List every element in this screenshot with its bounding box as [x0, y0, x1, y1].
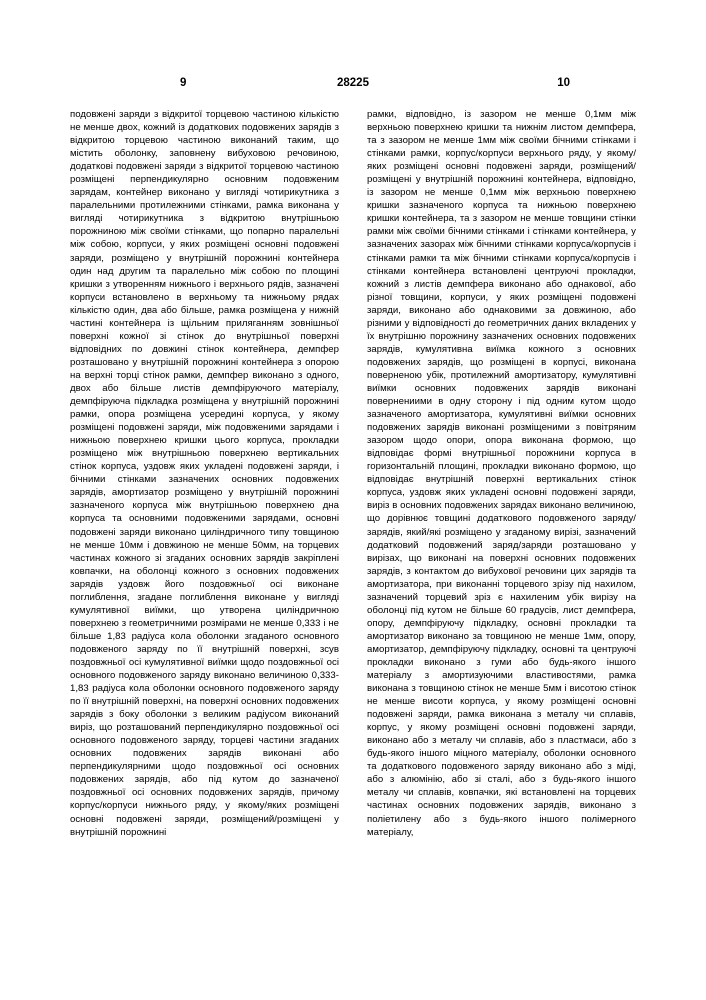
- left-column-text: подовжені заряди з відкритої торцевою частиною кількістю не менше двох, кожний із додаткових подовжених зарядів з відкритою торцевою частиною виконаний таким, що містить оболонку, заповнену вибуховою речовиною, додаткові подовжені заряди з відкритої торцевою частиною розміщені перпендикулярно основним подовженим зарядам, контейнер виконано у вигляді чотирикутника з паралельними протилежними стінками, рамка виконана у вигляді чотирикутника з відкритою внутрішньою порожниною між своїми стінками, що попарно паралельні між собою, корпуси, у яких розміщені основні подовжені заряди, розміщено у внутрішній порожнині контейнера один над другим та паралельно між собою по площині кришки з утворенням нижнього і верхнього рядів, зазначені корпуси встановлено в верхньому та нижньому рядах кількістю один, два або більше, рамка розміщена у нижній частині контейнера із щільним приляганням зовнішньої поверхні кожної зі стінок до внутрішньої поверхні відповідних по довжині стінок контейнера, демпфер розташовано у внутрішній порожнині контейнера з опорою на верхні торці стінок рамки, демпфер виконано з одного, двох або більше листів демпфіруючого матеріалу, демпфіруюча підкладка розміщена у внутрішній порожнині рамки, опора розміщена усередині корпуса, у якому розміщені подовжені заряди, між подовженими зарядами і нижньою поверхнею кришки цього корпуса, прокладки розміщено між внутрішньою поверхнею вертикальних стінок корпуса, уздовж яких укладені подовжені заряди, і бічними стінками зазначених основних подовжених зарядів, амортизатор розміщено у внутрішній порожнині зазначеного корпуса між внутрішньою поверхнею дна корпуса та основними подовженими зарядами, основні подовжені заряди виконано циліндричного типу товщиною не менше 10мм і довжиною не менше 50мм, на торцевих частинах кожного зі згаданих основних зарядів закріплені ковпачки, на оболонці кожного з основних подовжених зарядів уздовж його поздовжньої осі виконане поглиблення, згадане поглиблення виконане у вигляді кумулятивної виїмки, що утворена циліндричною поверхнею з геометричними розмірами не менше 0,333 і не більше 1,83 радіуса кола оболонки згаданого основного подовженого заряду по її внутрішній поверхні, зсув поздовжньої осі кумулятивної виїмки щодо поздовжньої осі основного подовженого заряду виконано величиною 0,333-1,83 радіуса кола оболонки основного подовженого заряду по її внутрішній поверхні, на поверхні основних подовжених зарядів з боку оболонки з великим радіусом виконаний виріз, що розташований перпендикулярно поздовжньої осі основного подовженого заряду, торцеві частини згаданих основних подовжених зарядів виконані або перпендикулярними щодо поздовжньої осі основних подовжених зарядів, або під кутом до зазначеної поздовжньої осі основних подовжених зарядів, причому корпус/корпуси нижнього ряду, у якому/яких розміщені основні подовжені заряди, розміщений/розміщені у внутрішній порожнині: [70, 109, 339, 838]
- right-column-text: рамки, відповідно, із зазором не менше 0,1мм між верхньою поверхнею кришки та нижнім листом демпфера, та з зазором не менше 1мм між своїми бічними стінками і стінками рамки, корпус/корпуси верхнього ряду, у якому/яких розміщені основні подовжені заряди, розміщений/розміщені у внутрішній порожнині контейнера, відповідно, із зазором не менше 0,1мм між верхньою поверхнею кришки зазначеного корпуса та нижньою поверхнею кришки контейнера, та з зазором не менше товщини стінки рамки між своїми бічними стінками і стінками контейнера, у зазначених зазорах між бічними стінками корпуса/корпусів і стінками рамки та між бічними стінками корпуса/корпусів і стінками контейнера встановлені центруючі прокладки, кожний з листів демпфера виконано або однакової, або різної товщини, корпуси, у яких розміщені подовжені заряди, виконано або однаковими за довжиною, або різними у відповідності до геометричних даних вкладених у їх внутрішню порожнину зазначених основних подовжених зарядів, кумулятивна виїмка кожного з основних подовжених зарядів, що розміщені в корпусі, виконана поверненою убік, протилежний амортизатору, кумулятивні виїмки основних подовжених зарядів виконані повернениими в одну сторону і під одним кутом щодо зазначеного амортизатора, кумулятивні виїмки основних подовжених зарядів виконані розміщеними з повітряним зазором щодо опори, опора виконана формою, що відповідає формі внутрішньої порожнини корпуса в горизонтальній площині, прокладки виконано формою, що відповідає внутрішній поверхні вертикальних стінок корпуса, уздовж яких укладені основні подовжені заряди, виріз в основних подовжених зарядах виконано величиною, що дорівнює товщині додаткового подовженого заряду/зарядів, який/які розміщено у згаданому вирізі, зазначений додатковий подовжений заряд/заряди розташовано у вирізах, що виконані на поверхні основних подовжених зарядів, з контактом до вибухової речовини цих зарядів та амортизатора, при виконанні торцевого зрізу під нахилом, зазначений торцевий зріз є нахиленим убік вирізу на оболонці під кутом не більше 60 градусів, лист демпфера, опору, демпфіруючу підкладку, основні прокладки та амортизатор виконано за товщиною не менше 1мм, опору, амортизатор, демпфіруючу підкладку, основні та центруючі прокладки виконано з гуми або будь-якого іншого матеріалу з амортизуючими властивостями, рамка виконана з товщиною стінок не менше 5мм і висотою стінок не менше висоти корпуса, у якому розміщені основні подовжені заряди, рамка виконана з металу чи сплавів, корпус, у якому розміщені основні подовжені заряди, виконано або з металу чи сплавів, або з пластмаси, або з будь-якого іншого міцного матеріалу, оболонки основного та додаткового подовженого заряду виконано або з міді, або з алюмінію, або зі сталі, або з будь-якого іншого металу чи сплавів, ковпачки, які встановлені на торцевих частинах основних подовжених зарядів, виконано з поліетилену або з будь-якого іншого полімерного матеріалу,: [367, 109, 636, 838]
- page-header: [70, 74, 636, 92]
- two-column-body: [70, 108, 636, 839]
- header-left-page-number: 9: [180, 77, 187, 89]
- header-right-page-number: 10: [557, 77, 570, 89]
- right-column: [367, 108, 636, 839]
- left-column: [70, 108, 339, 839]
- header-document-number: 28225: [337, 77, 369, 89]
